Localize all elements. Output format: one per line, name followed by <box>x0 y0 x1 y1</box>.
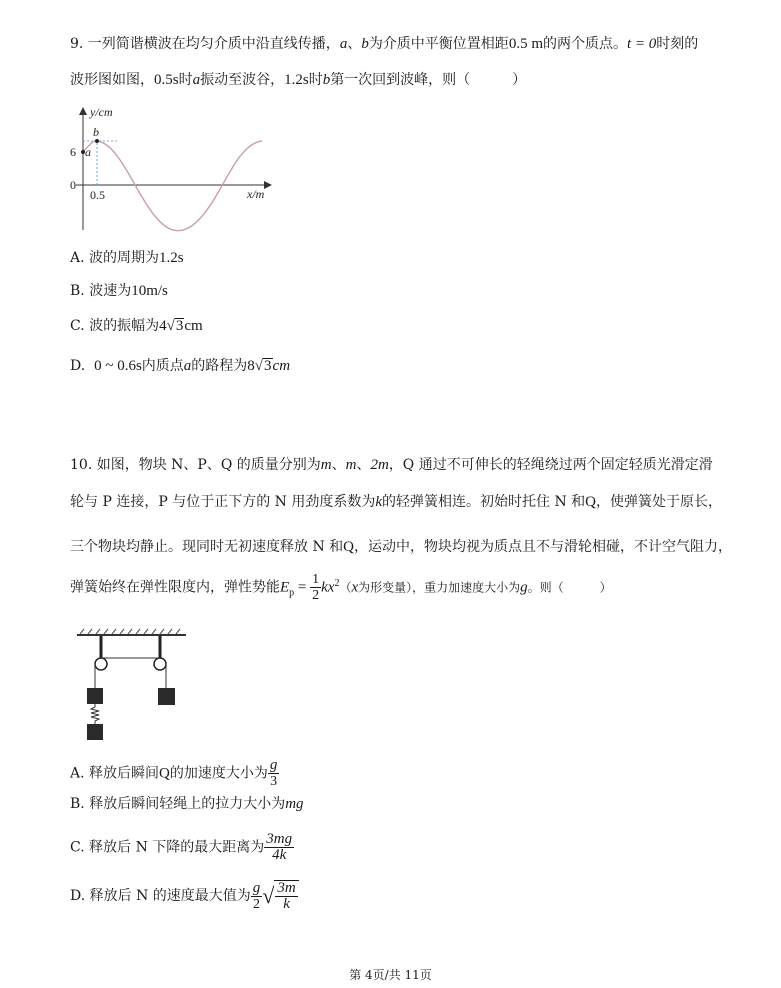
q9-text: 的两个质点。 <box>542 36 627 52</box>
block-n <box>87 724 103 740</box>
page-footer: 第 4页/共 11页 <box>349 968 432 982</box>
block-q: Q <box>343 539 354 555</box>
q9-option-d[interactable]: D. 0 ~ 0.6s内质点a的路程为8√3cm <box>70 358 291 374</box>
option-text: B. 波速为 <box>70 283 132 299</box>
x-tick-05: 0.5 <box>90 188 105 202</box>
ep-subscript: p <box>289 587 295 599</box>
q10-text: ，使弹簧处于原长， <box>596 494 723 510</box>
q10-stem-line1 <box>70 455 713 475</box>
mass-n: m <box>320 457 332 473</box>
q9-text: 振动至波谷， <box>200 72 285 88</box>
frac-den: 3 <box>270 774 278 789</box>
q10-pulley-diagram <box>74 626 189 742</box>
q9-option-a[interactable] <box>70 248 184 268</box>
option-text: B. 释放后瞬间轻绳上的拉力大小为 <box>70 796 286 812</box>
ep-kx: kx <box>321 579 335 596</box>
q10-text: ，运动中，物块均视为质点且不与滑轮相碰，不计空气阻力， <box>354 539 732 555</box>
option-radical <box>274 880 298 912</box>
q10-text: 为形变量），重力加速度大小为 <box>358 580 521 595</box>
q9-text: 为介质中平衡位置相距 <box>368 36 509 52</box>
q9-text: 时刻的 <box>656 36 699 52</box>
sep: 、 <box>356 457 371 473</box>
option-fraction <box>268 758 280 789</box>
y-axis-label: y/cm <box>90 105 113 119</box>
q10-text: 。则（ ） <box>527 580 612 595</box>
q10-option-c[interactable] <box>70 832 294 863</box>
option-value: 10m/s <box>131 283 168 299</box>
frac-den: 2 <box>253 896 261 912</box>
q9-distance: 0.5 m <box>508 36 543 52</box>
option-text: C. 释放后 N 下降的最大距离为 <box>70 839 265 856</box>
q9-time-zero: t = 0 <box>626 36 657 52</box>
q9-option-b[interactable] <box>70 281 168 301</box>
frac-num: g <box>269 757 278 773</box>
option-var: a <box>183 358 192 374</box>
label-b: b <box>93 125 99 139</box>
ceiling <box>77 629 186 635</box>
x-axis-label: x/m <box>247 187 265 201</box>
q10-text: 的轻弹簧相连。初始时托住 N 和 <box>382 494 586 510</box>
block-q: Q <box>159 765 170 782</box>
option-radicand: 3 <box>264 358 272 374</box>
block-q-shape <box>158 688 175 705</box>
q10-text: 轮与 P 连接，P 与位于正下方的 N 用劲度系数为 <box>70 494 376 510</box>
q9-var-b: b <box>322 72 331 88</box>
option-text: A. 释放后瞬间 <box>70 765 160 782</box>
y-tick-6: 6 <box>70 145 76 159</box>
left-pulley <box>95 658 107 670</box>
right-pulley <box>154 658 166 670</box>
ep-den: 2 <box>312 588 320 603</box>
option-radicand: 3 <box>175 318 184 334</box>
option-fraction <box>264 832 294 863</box>
q10-option-d[interactable]: D. 释放后 N 的速度最大值为 $\frac{g}{2}$ √ $\frac{3m}{k}$ <box>70 880 299 912</box>
block-p <box>87 688 103 704</box>
q10-stem-line2 <box>70 492 722 512</box>
ep-equals: = <box>294 579 311 596</box>
frac-num: g <box>252 879 261 896</box>
label-a: a <box>85 145 91 159</box>
option-unit: cm <box>184 318 203 334</box>
option-fraction <box>251 881 263 912</box>
radical-fraction <box>275 881 297 912</box>
option-text: A. 波的周期为 <box>70 250 160 266</box>
mass-p: m <box>345 457 357 473</box>
q9-text: 9. 一列简谐横波在均匀介质中沿直线传播， <box>70 36 340 52</box>
wave-curve <box>83 141 262 231</box>
option-text: 的加速度大小为 <box>169 765 268 782</box>
option-text: C. 波的振幅为 <box>70 318 160 334</box>
q9-wave-graph <box>66 100 286 235</box>
q9-text: 第一次回到波峰，则（ ） <box>330 72 527 88</box>
option-value: 1.2s <box>159 250 184 266</box>
q9-var-a: a <box>339 36 348 52</box>
mass-q: 2m <box>370 457 389 473</box>
option-text: 的路程为 <box>191 358 248 374</box>
var-x: x <box>351 579 359 596</box>
q10-text: 三个物块均静止。现同时无初速度释放 N 和 <box>70 539 344 555</box>
option-text: D. 释放后 N 的速度最大值为 <box>70 888 251 904</box>
q9-stem-line1 <box>70 34 698 54</box>
frac-den: 4k <box>272 847 287 863</box>
option-unit: cm <box>272 358 291 374</box>
rad-den: k <box>283 896 290 912</box>
q9-stem-line2 <box>70 70 526 90</box>
option-value: mg <box>285 796 304 812</box>
q9-var-a: a <box>192 72 201 88</box>
q9-text: 时 <box>178 72 193 88</box>
q10-text: ，Q 通过不可伸长的轻绳绕过两个固定轻质光滑定滑 <box>388 457 713 473</box>
q10-option-a[interactable] <box>70 758 279 789</box>
option-text: D. <box>70 358 86 374</box>
ep-symbol: E <box>280 579 290 596</box>
point-b-dot <box>95 139 99 143</box>
option-range: 0 ~ 0.6s <box>94 358 142 374</box>
sep: 、 <box>331 457 346 473</box>
q9-time1: 0.5s <box>154 72 179 88</box>
ep-fraction <box>310 572 321 603</box>
q9-text: 波形图如图， <box>70 72 154 88</box>
q10-option-b[interactable] <box>70 794 304 814</box>
option-text: 内质点 <box>141 358 184 374</box>
spring-constant: k <box>375 494 383 510</box>
q9-var-b: b <box>361 36 369 52</box>
block-q: Q <box>585 494 597 510</box>
ep-exponent: 2 <box>334 577 340 589</box>
q9-sep: 、 <box>347 36 362 52</box>
q10-text: （ <box>339 580 352 595</box>
q10-text: 10. 如图，物块 N、P、Q 的质量分别为 <box>70 457 321 473</box>
q9-time2: 1.2s <box>284 72 309 88</box>
frac-num: 3mg <box>266 831 293 847</box>
q10-text: 弹簧始终在弹性限度内，弹性势能 <box>70 579 280 596</box>
option-coef: 8 <box>247 358 255 374</box>
q9-text: 时 <box>308 72 323 88</box>
spring <box>91 704 99 724</box>
q9-option-c[interactable]: C. 波的振幅为4√3cm <box>70 318 203 334</box>
q10-stem-line3 <box>70 537 732 557</box>
ep-num: 1 <box>312 572 320 587</box>
origin-label: 0 <box>70 178 76 192</box>
q10-stem-line4 <box>70 572 612 603</box>
rad-num: 3m <box>277 880 296 896</box>
var-g: g <box>520 579 528 596</box>
option-coef: 4 <box>159 318 167 334</box>
